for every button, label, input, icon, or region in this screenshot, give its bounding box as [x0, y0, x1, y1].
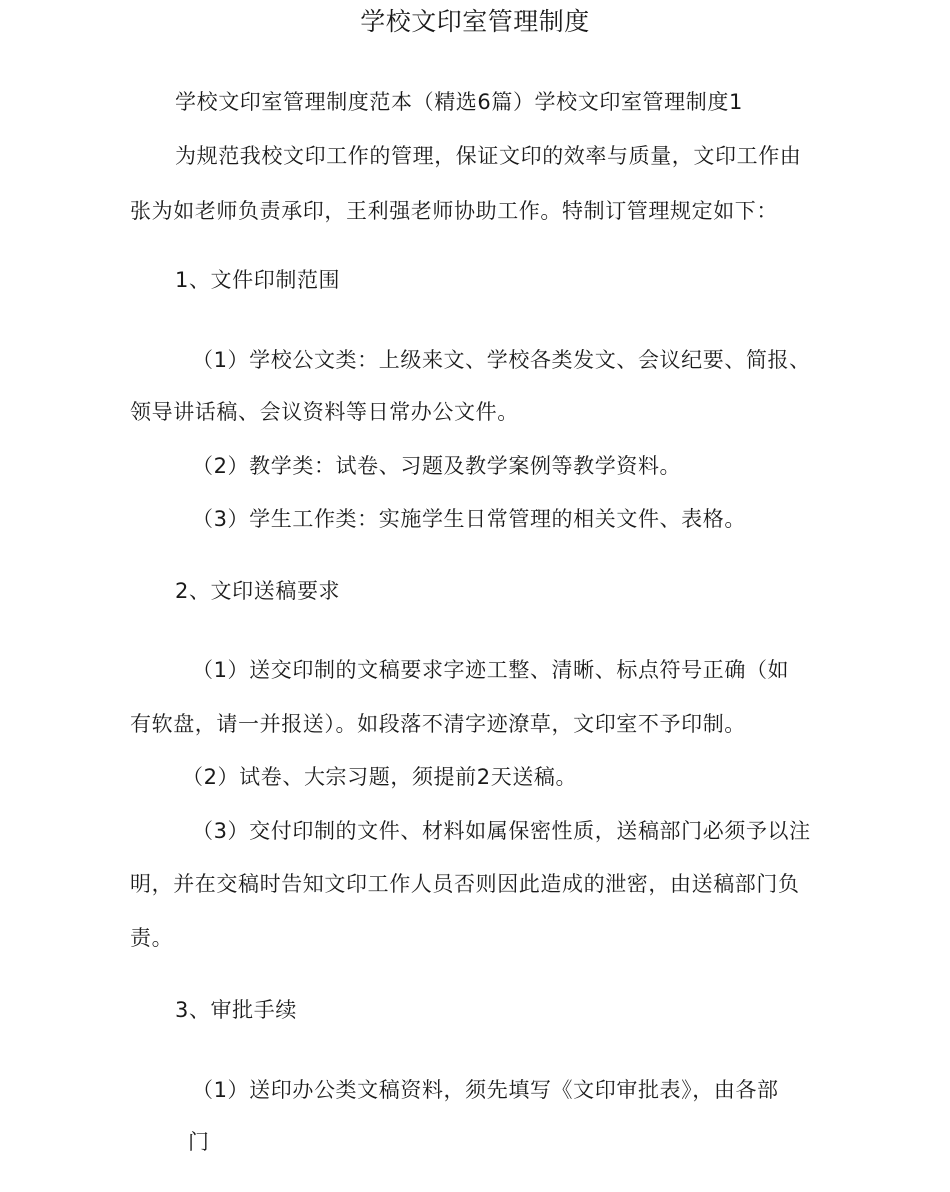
section-2-heading: 2、文印送稿要求	[175, 579, 341, 603]
section-1-item-2: （2）教学类：试卷、习题及教学案例等教学资料。	[192, 454, 682, 478]
section-3-heading: 3、审批手续	[175, 998, 297, 1022]
section-3-item-1-line-1: （1）送印办公类文稿资料，须先填写《文印审批表》，由各部	[192, 1078, 779, 1102]
document-subtitle: 学校文印室管理制度范本（精选6篇）学校文印室管理制度1	[175, 90, 743, 114]
section-1-item-3: （3）学生工作类：实施学生日常管理的相关文件、表格。	[192, 507, 746, 531]
section-2-item-2: （2）试卷、大宗习题，须提前2天送稿。	[182, 765, 578, 789]
section-2-item-3-line-1: （3）交付印制的文件、材料如属保密性质，送稿部门必须予以注	[192, 819, 811, 843]
section-2-item-1-line-2: 有软盘，请一并报送）。如段落不清字迹潦草，文印室不予印制。	[130, 712, 746, 736]
document-title: 学校文印室管理制度	[360, 7, 590, 36]
section-1-heading: 1、文件印制范围	[175, 268, 341, 292]
section-3-item-1-line-2: 门	[188, 1130, 210, 1154]
section-2-item-1-line-1: （1）送交印制的文稿要求字迹工整、清晰、标点符号正确（如	[192, 658, 790, 682]
section-1-item-1-line-1: （1）学校公文类：上级来文、学校各类发文、会议纪要、简报、	[192, 348, 811, 372]
section-2-item-3-line-2: 明，并在交稿时告知文印工作人员否则因此造成的泄密，由送稿部门负	[130, 872, 800, 896]
intro-paragraph-line-1: 为规范我校文印工作的管理，保证文印的效率与质量，文印工作由	[175, 144, 802, 168]
section-1-item-1-line-2: 领导讲话稿、会议资料等日常办公文件。	[130, 400, 519, 424]
intro-paragraph-line-2: 张为如老师负责承印，王利强老师协助工作。特制订管理规定如下：	[130, 199, 778, 223]
section-2-item-3-line-3: 责。	[130, 926, 174, 950]
